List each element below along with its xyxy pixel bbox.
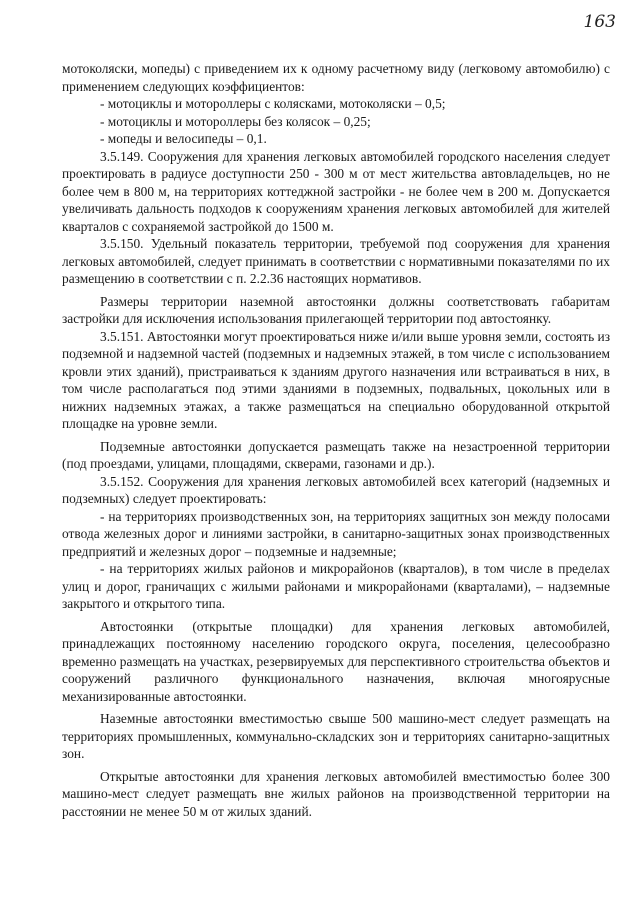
- paragraph: 3.5.150. Удельный показатель территории, требуемой под сооружения для хранения легковых автомобилей, следует принимать в соответствии с нормативными показателями по их размещению в соответствии с п. 2.2.36 настоящих нормативов.: [62, 236, 610, 286]
- document-body: [62, 60, 610, 820]
- list-item: - мопеды и велосипеды – 0,1.: [100, 131, 267, 146]
- paragraph: Размеры территории наземной автостоянки должны соответствовать габаритам застройки для исключения использования прилегающей территории под автостоянку.: [62, 293, 610, 326]
- paragraph: Подземные автостоянки допускается размещать также на незастроенной территории (под проездами, улицами, площадями, скверами, газонами и др.).: [62, 438, 610, 471]
- list-item: - на территориях производственных зон, на территориях защитных зон между полосами отвода железных дорог и линиями застройки, в санитарно-защитных зонах производственных предприятий и железных дорог – подземные и надземные;: [62, 508, 610, 559]
- list-item: - мотоциклы и мотороллеры с колясками, мотоколяски – 0,5;: [100, 96, 446, 111]
- paragraph: мотоколяски, мопеды) с приведением их к одному расчетному виду (легковому автомобилю) с применением следующих коэффициентов:: [62, 61, 610, 94]
- paragraph: 3.5.152. Сооружения для хранения легковых автомобилей всех категорий (надземных и подземных) следует проектировать:: [62, 473, 610, 506]
- list-item: - мотоциклы и мотороллеры без колясок – 0,25;: [100, 113, 371, 129]
- page-number: 163: [583, 12, 616, 32]
- paragraph: 3.5.149. Сооружения для хранения легковых автомобилей городского населения следует проектировать в радиусе доступности 250 - 300 м от мест жительства автовладельцев, но не более чем в 800 м, на территориях коттеджной застройки - не более чем в 200 м. Допускается увеличивать дальность подходов к сооружениям хранения легковых автомобилей для жителей кварталов с сохраняемой застройкой до 1500 м.: [62, 148, 610, 234]
- paragraph: Наземные автостоянки вместимостью свыше 500 машино-мест следует размещать на территориях промышленных, коммунально-складских зон и территориях санитарно-защитных зон.: [62, 711, 610, 761]
- paragraph: Автостоянки (открытые площадки) для хранения легковых автомобилей, принадлежащих постоянному населению городского округа, поселения, целесообразно временно размещать на участках, резервируемых для перспективного строительства объектов и сооружений различного функционального назначения, включая многоярусные механизированные автостоянки.: [62, 618, 610, 704]
- paragraph: 3.5.151. Автостоянки могут проектироваться ниже и/или выше уровня земли, состоять из подземной и надземной частей (подземных и надземных этажей, в том числе с использованием кровли этих зданий), пристраиваться к зданиям другого назначения или встраиваться в них, в том числе располагаться под этими зданиями в подземных, подвальных, цокольных или в нижних надземных этажах, а также размещаться на специально оборудованной открытой площадке на уровне земли.: [62, 328, 610, 431]
- paragraph: Открытые автостоянки для хранения легковых автомобилей вместимостью более 300 машино-мест следует размещать вне жилых районов на производственной территории на расстоянии не менее 50 м от жилых зданий.: [62, 768, 610, 819]
- list-item: - на территориях жилых районов и микрорайонов (кварталов), в том числе в пределах улиц и дорог, граничащих с жилыми районами и микрорайонами (кварталами), – надземные закрытого и открытого типа.: [62, 561, 610, 611]
